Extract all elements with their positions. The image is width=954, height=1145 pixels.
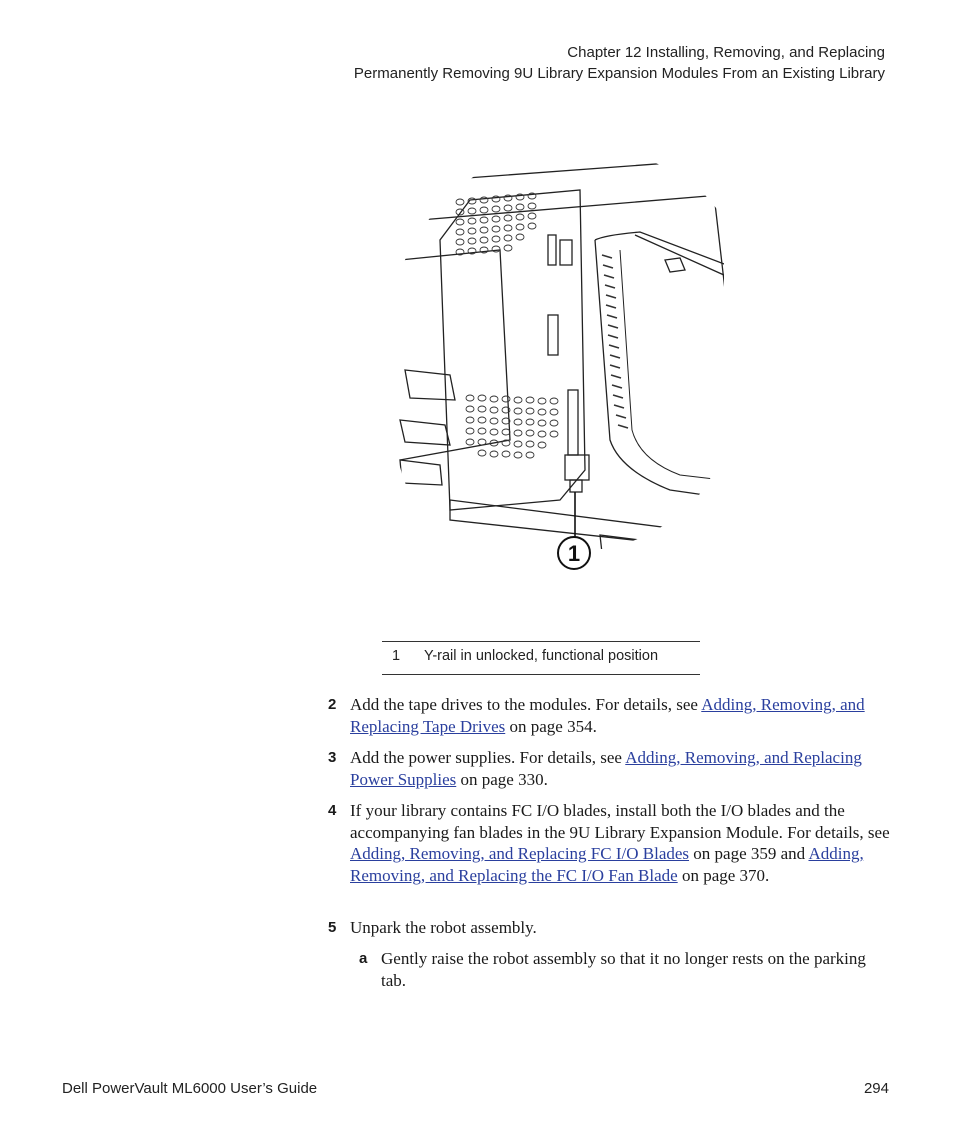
callout-number: 1: [567, 541, 581, 566]
caption-number: 1: [392, 648, 401, 664]
y-rail-illustration: [380, 140, 760, 600]
link-power-supplies[interactable]: Adding, Removing, and Replacing Power Supplies: [350, 748, 862, 789]
substep-a: [359, 948, 891, 991]
step-2: [328, 694, 890, 737]
step-text: If your library contains FC I/O blades, install both the I/O blades and the accompanying fan blades in the 9U Library Expansion Module. For details, see: [350, 801, 890, 842]
caption-rule-bottom: [382, 674, 700, 675]
step-text: on page 354.: [505, 716, 597, 736]
chapter-title: Chapter 12 Installing, Removing, and Replacing: [567, 44, 885, 61]
step-4: [328, 800, 890, 886]
step-text: on page 370.: [677, 865, 770, 885]
step-text: Add the tape drives to the modules. For details, see: [350, 695, 702, 714]
step-marker: 5: [328, 919, 337, 936]
page-number: 294: [863, 1080, 889, 1097]
caption-rule-top: [382, 641, 700, 642]
step-5: [328, 917, 890, 939]
substep-text: Gently raise the robot assembly so that it no longer rests on the parking tab.: [381, 949, 866, 990]
step-3: [328, 747, 890, 790]
step-text: Add the power supplies. For details, see: [350, 748, 626, 767]
step-text: on page 330.: [456, 769, 548, 789]
link-tape-drives[interactable]: Adding, Removing, and Replacing Tape Drives: [350, 695, 865, 736]
caption-text: Y-rail in unlocked, functional position: [424, 648, 659, 664]
page-header: [354, 42, 885, 84]
figure-caption: [392, 648, 658, 664]
module-drawing: [380, 140, 760, 600]
step-marker: 3: [328, 749, 337, 766]
step-text: Unpark the robot assembly.: [350, 918, 537, 937]
step-marker: 2: [328, 696, 337, 713]
footer-title: Dell PowerVault ML6000 User’s Guide: [62, 1080, 318, 1097]
link-fc-io-fan-blade[interactable]: Adding, Removing, and Replacing the FC I/O Fan Blade: [350, 844, 864, 885]
step-marker: 4: [328, 802, 337, 819]
step-text: on page 359 and: [689, 844, 809, 863]
link-fc-io-blades[interactable]: Adding, Removing, and Replacing FC I/O Blades: [350, 844, 690, 863]
section-title: Permanently Removing 9U Library Expansion Modules From an Existing Library: [353, 65, 885, 82]
substep-marker: a: [359, 950, 368, 967]
